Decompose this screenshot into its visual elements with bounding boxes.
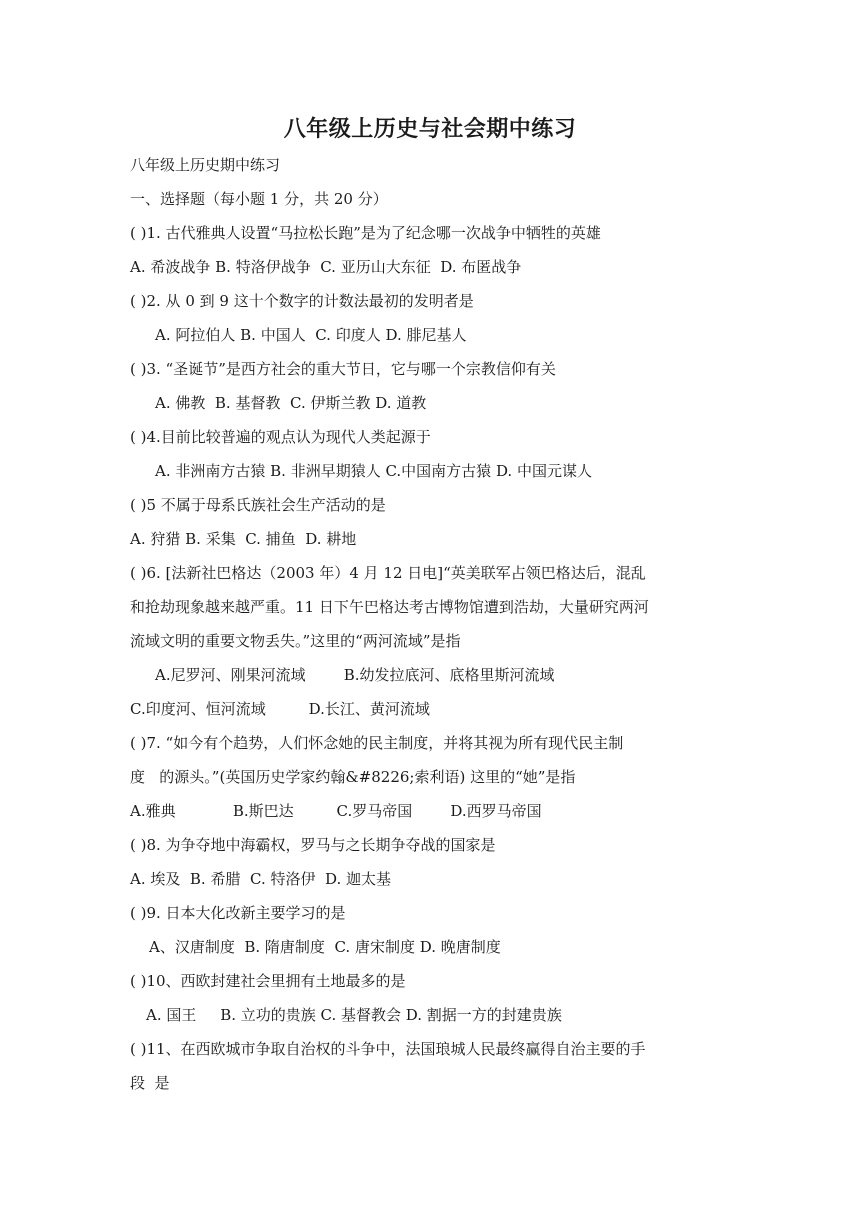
question-1-options: A. 希波战争 B. 特洛伊战争 C. 亚历山大东征 D. 布匿战争 [130, 258, 522, 276]
question-11: ( )11、在西欧城市争取自治权的斗争中，法国琅城人民最终赢得自治主要的手 [130, 1040, 646, 1058]
question-7-options: A.雅典 B.斯巴达 C.罗马帝国 D.西罗马帝国 [130, 802, 542, 820]
question-11-cont: 段 是 [130, 1074, 170, 1092]
question-2-options: A. 阿拉伯人 B. 中国人 C. 印度人 D. 腓尼基人 [155, 326, 467, 344]
question-3-options: A. 佛教 B. 基督教 C. 伊斯兰教 D. 道教 [155, 394, 427, 412]
question-8-options: A. 埃及 B. 希腊 C. 特洛伊 D. 迦太基 [130, 870, 392, 888]
question-6-options-ab: A.尼罗河、刚果河流域 B.幼发拉底河、底格里斯河流域 [155, 666, 555, 684]
page-title: 八年级上历史与社会期中练习 [283, 117, 577, 142]
question-4-options: A. 非洲南方古猿 B. 非洲早期猿人 C.中国南方古猿 D. 中国元谋人 [155, 462, 592, 480]
question-9: ( )9. 日本大化改新主要学习的是 [130, 904, 346, 922]
question-8: ( )8. 为争夺地中海霸权，罗马与之长期争夺战的国家是 [130, 836, 496, 854]
question-10: ( )10、西欧封建社会里拥有土地最多的是 [130, 972, 406, 990]
question-10-options: A. 国王 B. 立功的贵族 C. 基督教会 D. 割据一方的封建贵族 [146, 1006, 562, 1024]
question-3: ( )3. “圣诞节”是西方社会的重大节日，它与哪一个宗教信仰有关 [130, 360, 556, 378]
question-5: ( )5 不属于母系氏族社会生产活动的是 [130, 496, 386, 514]
question-4: ( )4.目前比较普遍的观点认为现代人类起源于 [130, 428, 431, 446]
question-6-cont-1: 和抢劫现象越来越严重。11 日下午巴格达考古博物馆遭到浩劫，大量研究两河 [130, 598, 649, 616]
subtitle: 八年级上历史期中练习 [130, 156, 281, 174]
question-6-options-cd: C.印度河、恒河流域 D.长江、黄河流域 [130, 700, 430, 718]
question-9-options: A、汉唐制度 B. 隋唐制度 C. 唐宋制度 D. 晚唐制度 [149, 938, 501, 956]
question-6: ( )6. [法新社巴格达（2003 年）4 月 12 日电]“英美联军占领巴格达后，混乱 [130, 564, 646, 582]
question-7: ( )7. “如今有个趋势，人们怀念她的民主制度，并将其视为所有现代民主制 [130, 734, 624, 752]
question-2: ( )2. 从 0 到 9 这十个数字的计数法最初的发明者是 [130, 292, 474, 310]
question-1: ( )1. 古代雅典人设置“马拉松长跑”是为了纪念哪一次战争中牺牲的英雄 [130, 224, 601, 242]
question-5-options: A. 狩猎 B. 采集 C. 捕鱼 D. 耕地 [130, 530, 357, 548]
question-7-cont: 度 的源头。”(英国历史学家约翰&#8226;索利语) 这里的“她”是指 [130, 768, 576, 786]
question-6-cont-2: 流域文明的重要文物丢失。”这里的“两河流域”是指 [130, 632, 461, 650]
section-heading: 一、选择题（每小题 1 分，共 20 分） [130, 190, 388, 208]
